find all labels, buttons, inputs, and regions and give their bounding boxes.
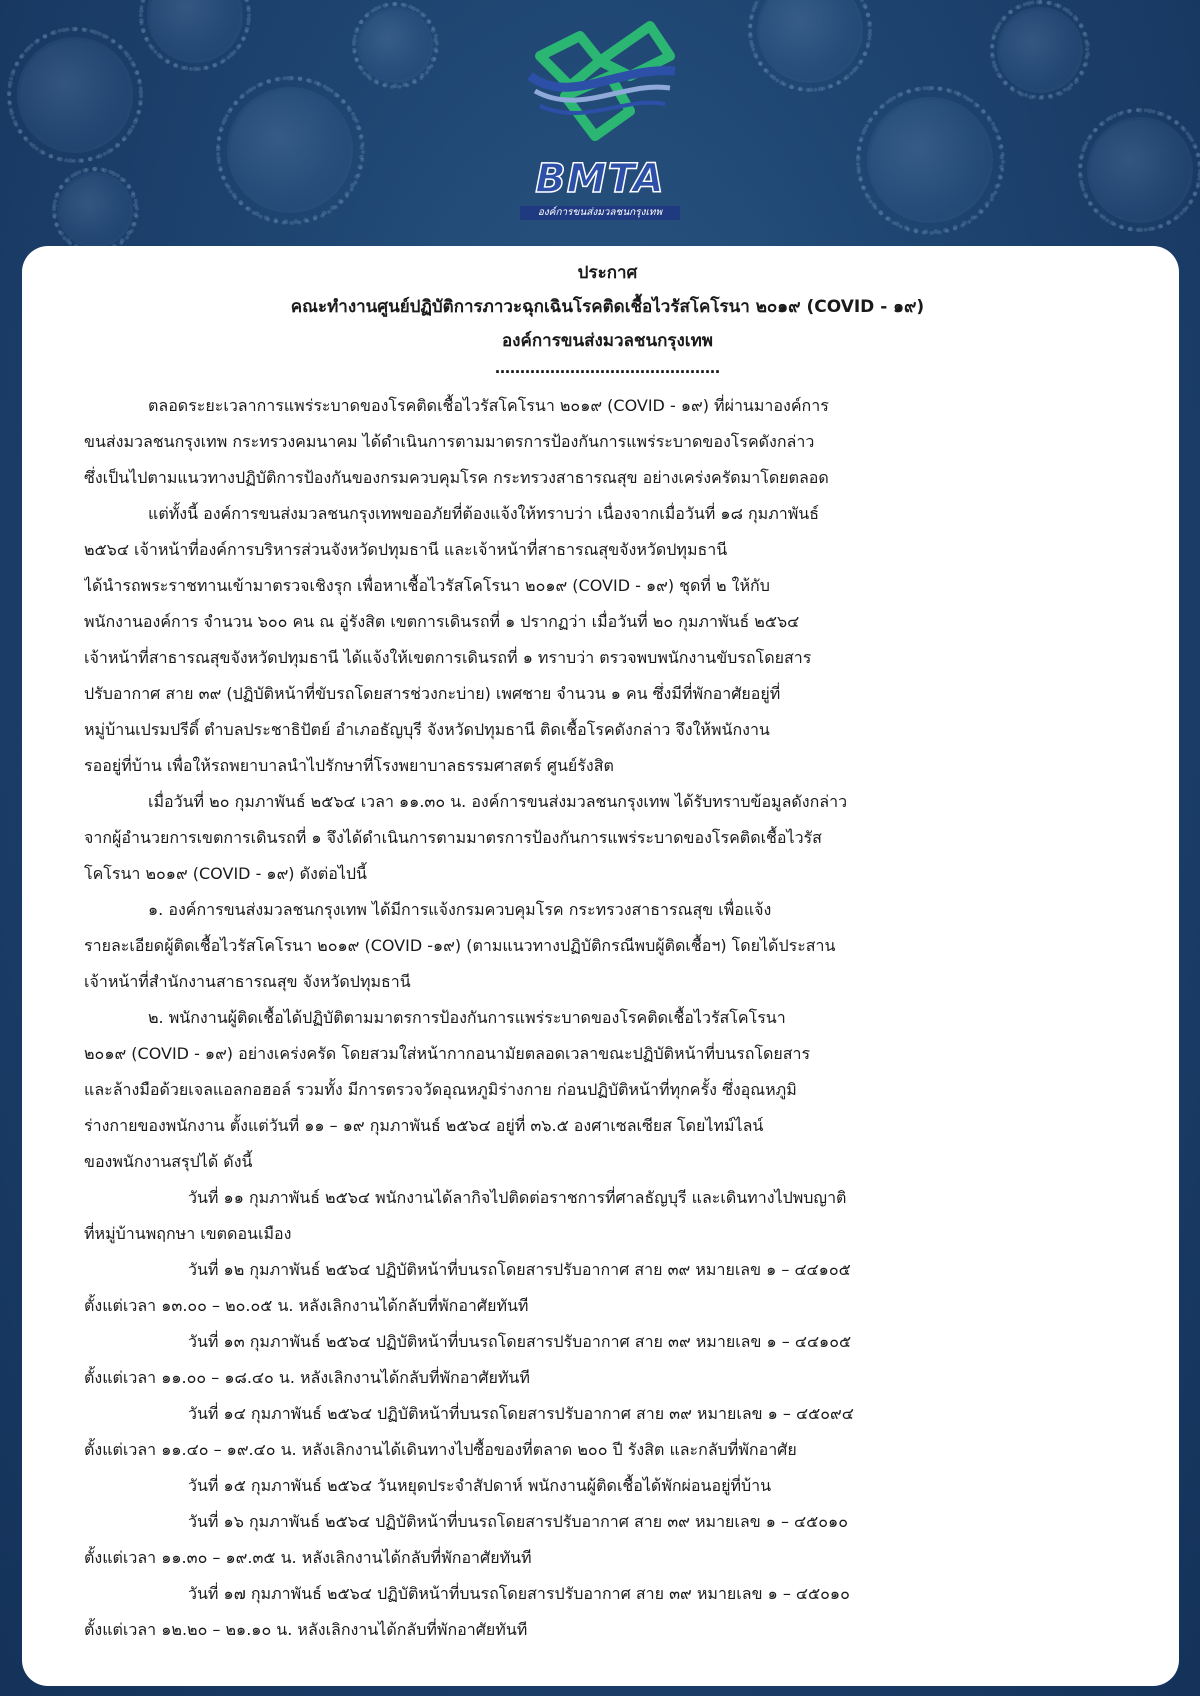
body-line: ที่หมู่บ้านพฤกษา เขตดอนเมือง	[84, 1224, 292, 1243]
body-line: หมู่บ้านเปรมปรีดิ์ ตำบลประชาธิปัตย์ อำเภอธัญบุรี จังหวัดปทุมธานี ติดเชื้อโรคดังกล่าว จึงให้พนักงาน	[84, 720, 770, 739]
virus-decoration	[20, 40, 130, 150]
body-line: ตั้งแต่เวลา ๑๑.๐๐ – ๑๘.๔๐ น. หลังเลิกงานได้กลับที่พักอาศัยทันที	[84, 1368, 530, 1387]
body-line: เจ้าหน้าที่สำนักงานสาธารณสุข จังหวัดปทุมธานี	[84, 972, 411, 991]
body-line: ตลอดระยะเวลาการแพร่ระบาดของโรคติดเชื้อไวรัสโคโรนา ๒๐๑๙ (COVID - ๑๙) ที่ผ่านมาองค์การ	[148, 396, 829, 415]
virus-decoration	[760, 0, 860, 80]
virus-decoration	[1000, 10, 1080, 90]
body-line: ๒๐๑๙ (COVID - ๑๙) อย่างเคร่งครัด โดยสวมใส่หน้ากากอนามัยตลอดเวลาขณะปฏิบัติหน้าที่บนรถโดยสาร	[84, 1044, 811, 1063]
body-line: ๒. พนักงานผู้ติดเชื้อได้ปฏิบัติตามมาตรการป้องกันการแพร่ระบาดของโรคติดเชื้อไวรัสโคโรนา	[148, 1008, 786, 1027]
bmta-logo-emblem	[500, 16, 700, 156]
body-line: เจ้าหน้าที่สาธารณสุขจังหวัดปทุมธานี ได้แจ้งให้เขตการเดินรถที่ ๑ ทราบว่า ตรวจพบพนักงานขับรถโดยสาร	[84, 648, 812, 667]
body-line: จากผู้อำนวยการเขตการเดินรถที่ ๑ จึงได้ดำเนินการตามมาตรการป้องกันการแพร่ระบาดของโรคติดเชื้อไวรัส	[84, 828, 822, 847]
virus-decoration	[360, 10, 430, 80]
body-line: วันที่ ๑๗ กุมภาพันธ์ ๒๕๖๔ ปฏิบัติหน้าที่บนรถโดยสารปรับอากาศ สาย ๓๙ หมายเลข ๑ – ๔๕๐๑๐	[188, 1584, 850, 1603]
body-line: แต่ทั้งนี้ องค์การขนส่งมวลชนกรุงเทพขออภัยที่ต้องแจ้งให้ทราบว่า เนื่องจากเมื่อวันที่ ๑๘ กุมภาพันธ์	[148, 504, 820, 523]
virus-decoration	[230, 90, 350, 210]
body-line: วันที่ ๑๑ กุมภาพันธ์ ๒๕๖๔ พนักงานได้ลากิจไปติดต่อราชการที่ศาลธัญบุรี และเดินทางไปพบญาติ	[188, 1188, 847, 1207]
body-line: ขนส่งมวลชนกรุงเทพ กระทรวงคมนาคม ได้ดำเนินการตามมาตรการป้องกันการแพร่ระบาดของโรคดังกล่าว	[84, 432, 815, 451]
announcement-header	[84, 256, 1131, 378]
announcement-heading: ประกาศ	[577, 263, 638, 283]
announcement-body	[84, 388, 1131, 1648]
body-line: ของพนักงานสรุปได้ ดังนี้	[84, 1152, 253, 1171]
body-line: ๒๕๖๔ เจ้าหน้าที่องค์การบริหารส่วนจังหวัดปทุมธานี และเจ้าหน้าที่สาธารณสุขจังหวัดปทุมธานี	[84, 540, 728, 559]
organization-title: องค์การขนส่งมวลชนกรุงเทพ	[501, 331, 714, 351]
title-separator: ………………………………………	[495, 359, 720, 377]
virus-decoration	[60, 175, 130, 245]
body-line: วันที่ ๑๓ กุมภาพันธ์ ๒๕๖๔ ปฏิบัติหน้าที่บนรถโดยสารปรับอากาศ สาย ๓๙ หมายเลข ๑ – ๔๔๑๐๕	[188, 1332, 852, 1351]
body-line: ได้นำรถพระราชทานเข้ามาตรวจเชิงรุก เพื่อหาเชื้อไวรัสโคโรนา ๒๐๑๙ (COVID - ๑๙) ชุดที่ ๒ ให้กับ	[84, 576, 770, 595]
body-line: รออยู่ที่บ้าน เพื่อให้รถพยาบาลนำไปรักษาที่โรงพยาบาลธรรมศาสตร์ ศูนย์รังสิต	[84, 756, 614, 775]
logo-title: BMTA	[535, 156, 665, 202]
body-line: ๑. องค์การขนส่งมวลชนกรุงเทพ ได้มีการแจ้งกรมควบคุมโรค กระทรวงสาธารณสุข เพื่อแจ้ง	[148, 900, 772, 919]
virus-decoration	[150, 0, 240, 60]
body-line: ซึ่งเป็นไปตามแนวทางปฏิบัติการป้องกันของกรมควบคุมโรค กระทรวงสาธารณสุข อย่างเคร่งครัดมาโดยตลอด	[84, 468, 829, 487]
body-line: วันที่ ๑๖ กุมภาพันธ์ ๒๕๖๔ ปฏิบัติหน้าที่บนรถโดยสารปรับอากาศ สาย ๓๙ หมายเลข ๑ – ๔๕๐๑๐	[188, 1512, 848, 1531]
body-line: ตั้งแต่เวลา ๑๒.๒๐ – ๒๑.๑๐ น. หลังเลิกงานได้กลับที่พักอาศัยทันที	[84, 1620, 528, 1639]
body-line: ตั้งแต่เวลา ๑๑.๓๐ – ๑๙.๓๕ น. หลังเลิกงานได้กลับที่พักอาศัยทันที	[84, 1548, 532, 1567]
body-line: และล้างมือด้วยเจลแอลกอฮอล์ รวมทั้ง มีการตรวจวัดอุณหภูมิร่างกาย ก่อนปฏิบัติหน้าที่ทุกครั้ง ซึ่งอุณหภูมิ	[84, 1080, 797, 1099]
body-line: วันที่ ๑๔ กุมภาพันธ์ ๒๕๖๔ ปฏิบัติหน้าที่บนรถโดยสารปรับอากาศ สาย ๓๙ หมายเลข ๑ – ๔๕๐๙๔	[188, 1404, 854, 1423]
bmta-logo	[500, 16, 700, 226]
body-line: เมื่อวันที่ ๒๐ กุมภาพันธ์ ๒๕๖๔ เวลา ๑๑.๓๐ น. องค์การขนส่งมวลชนกรุงเทพ ได้รับทราบข้อมูลดังกล่าว	[148, 792, 848, 811]
body-line: โคโรนา ๒๐๑๙ (COVID - ๑๙) ดังต่อไปนี้	[84, 864, 367, 883]
logo-subtitle: องค์การขนส่งมวลชนกรุงเทพ	[520, 206, 680, 220]
announcement-card	[22, 246, 1179, 1686]
body-line: ตั้งแต่เวลา ๑๑.๔๐ – ๑๙.๔๐ น. หลังเลิกงานได้เดินทางไปซื้อของที่ตลาด ๒๐๐ ปี รังสิต และกลับที่พักอาศัย	[84, 1440, 797, 1459]
virus-decoration	[870, 100, 990, 220]
committee-title: คณะทำงานศูนย์ปฏิบัติการภาวะฉุกเฉินโรคติดเชื้อไวรัสโคโรนา ๒๐๑๙ (COVID - ๑๙)	[290, 297, 925, 317]
body-line: ตั้งแต่เวลา ๑๓.๐๐ – ๒๐.๐๕ น. หลังเลิกงานได้กลับที่พักอาศัยทันที	[84, 1296, 529, 1315]
body-line: ร่างกายของพนักงาน ตั้งแต่วันที่ ๑๑ – ๑๙ กุมภาพันธ์ ๒๕๖๔ อยู่ที่ ๓๖.๕ องศาเซลเซียส โดยไทม์ไลน์	[84, 1116, 764, 1135]
body-line: วันที่ ๑๕ กุมภาพันธ์ ๒๕๖๔ วันหยุดประจำสัปดาห์ พนักงานผู้ติดเชื้อได้พักผ่อนอยู่ที่บ้าน	[188, 1476, 772, 1495]
body-line: รายละเอียดผู้ติดเชื้อไวรัสโคโรนา ๒๐๑๙ (COVID -๑๙) (ตามแนวทางปฏิบัติกรณีพบผู้ติดเชื้อฯ) โดยได้ประสาน	[84, 936, 836, 955]
body-line: พนักงานองค์การ จำนวน ๖๐๐ คน ณ อู่รังสิต เขตการเดินรถที่ ๑ ปรากฏว่า เมื่อวันที่ ๒๐ กุมภาพันธ์ ๒๕๖๔	[84, 612, 800, 631]
body-line: วันที่ ๑๒ กุมภาพันธ์ ๒๕๖๔ ปฏิบัติหน้าที่บนรถโดยสารปรับอากาศ สาย ๓๙ หมายเลข ๑ – ๔๔๑๐๕	[188, 1260, 851, 1279]
body-line: ปรับอากาศ สาย ๓๙ (ปฏิบัติหน้าที่ขับรถโดยสารช่วงกะบ่าย) เพศชาย จำนวน ๑ คน ซึ่งมีที่พักอาศัยอยู่ที่	[84, 684, 781, 703]
virus-decoration	[1090, 120, 1190, 220]
